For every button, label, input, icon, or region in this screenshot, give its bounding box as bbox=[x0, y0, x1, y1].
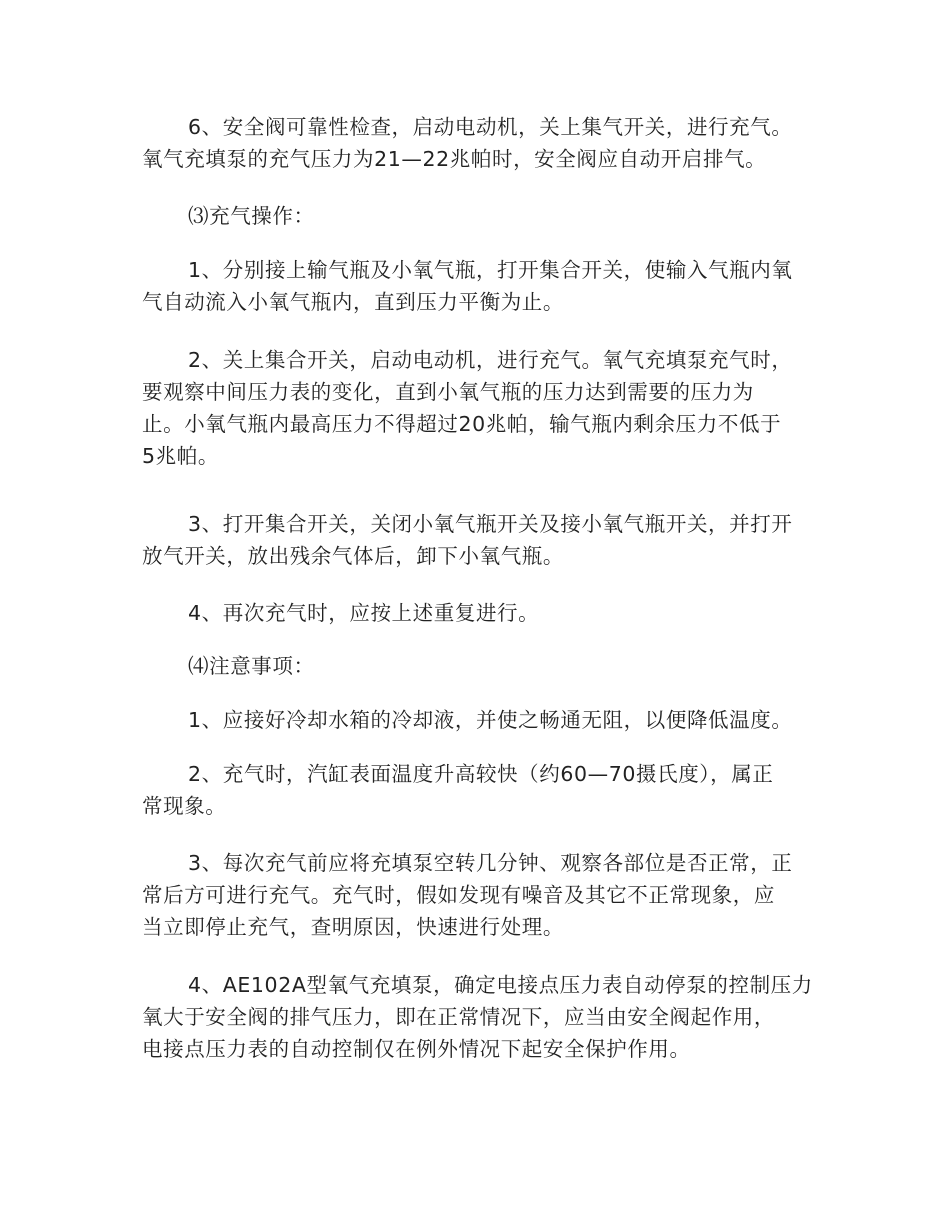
text-line: 氧气充填泵的充气压力为21—22兆帕时，安全阀应自动开启排气。 bbox=[142, 147, 767, 171]
text-line: 2、关上集合开关，启动电动机，进行充气。氧气充填泵充气时， bbox=[188, 348, 793, 372]
text-line: 6、安全阀可靠性检查，启动电动机，关上集气开关，进行充气。 bbox=[188, 115, 793, 139]
text-line: 3、打开集合开关，关闭小氧气瓶开关及接小氧气瓶开关，并打开 bbox=[188, 512, 793, 536]
paragraph-note-2 bbox=[142, 758, 808, 822]
text-line: 常现象。 bbox=[142, 794, 227, 818]
text-line: 氧大于安全阀的排气压力，即在正常情况下，应当由安全阀起作用， bbox=[142, 1005, 775, 1029]
text-line: 常后方可进行充气。充气时，假如发现有噪音及其它不正常现象，应 bbox=[142, 883, 775, 907]
text-line: 3、每次充气前应将充填泵空转几分钟、观察各部位是否正常，正 bbox=[188, 851, 793, 875]
text-line: 4、再次充气时，应按上述重复进行。 bbox=[188, 601, 540, 625]
text-line: 当立即停止充气，查明原因，快速进行处理。 bbox=[142, 915, 564, 939]
text-line: 放气开关，放出残余气体后，卸下小氧气瓶。 bbox=[142, 544, 564, 568]
text-line: 5兆帕。 bbox=[142, 444, 219, 468]
paragraph-operation-step-4 bbox=[142, 597, 808, 629]
text-line: ⑷注意事项： bbox=[188, 654, 315, 678]
paragraph-operation-step-1 bbox=[142, 254, 808, 318]
paragraph-note-3 bbox=[142, 847, 808, 943]
paragraph-note-1 bbox=[142, 704, 808, 736]
paragraph-operation-step-3 bbox=[142, 508, 808, 572]
text-line: 止。小氧气瓶内最高压力不得超过20兆帕，输气瓶内剩余压力不低于 bbox=[142, 412, 782, 436]
text-line: 要观察中间压力表的变化，直到小氧气瓶的压力达到需要的压力为 bbox=[142, 380, 754, 404]
text-line: 4、AE102A型氧气充填泵，确定电接点压力表自动停泵的控制压力 bbox=[188, 973, 813, 997]
text-line: 电接点压力表的自动控制仅在例外情况下起安全保护作用。 bbox=[142, 1037, 691, 1061]
section-heading-charging-operation bbox=[142, 200, 808, 232]
paragraph-safety-valve-check bbox=[142, 111, 808, 175]
paragraph-operation-step-2 bbox=[142, 344, 808, 472]
text-line: 2、充气时，汽缸表面温度升高较快（约60—70摄氏度），属正 bbox=[188, 762, 774, 786]
text-line: 气自动流入小氧气瓶内，直到压力平衡为止。 bbox=[142, 290, 564, 314]
paragraph-note-4 bbox=[142, 969, 813, 1065]
section-heading-precautions bbox=[142, 650, 808, 682]
text-line: 1、分别接上输气瓶及小氧气瓶，打开集合开关，使输入气瓶内氧 bbox=[188, 258, 793, 282]
text-line: ⑶充气操作： bbox=[188, 204, 315, 228]
text-line: 1、应接好冷却水箱的冷却液，并使之畅通无阻，以便降低温度。 bbox=[188, 708, 793, 732]
